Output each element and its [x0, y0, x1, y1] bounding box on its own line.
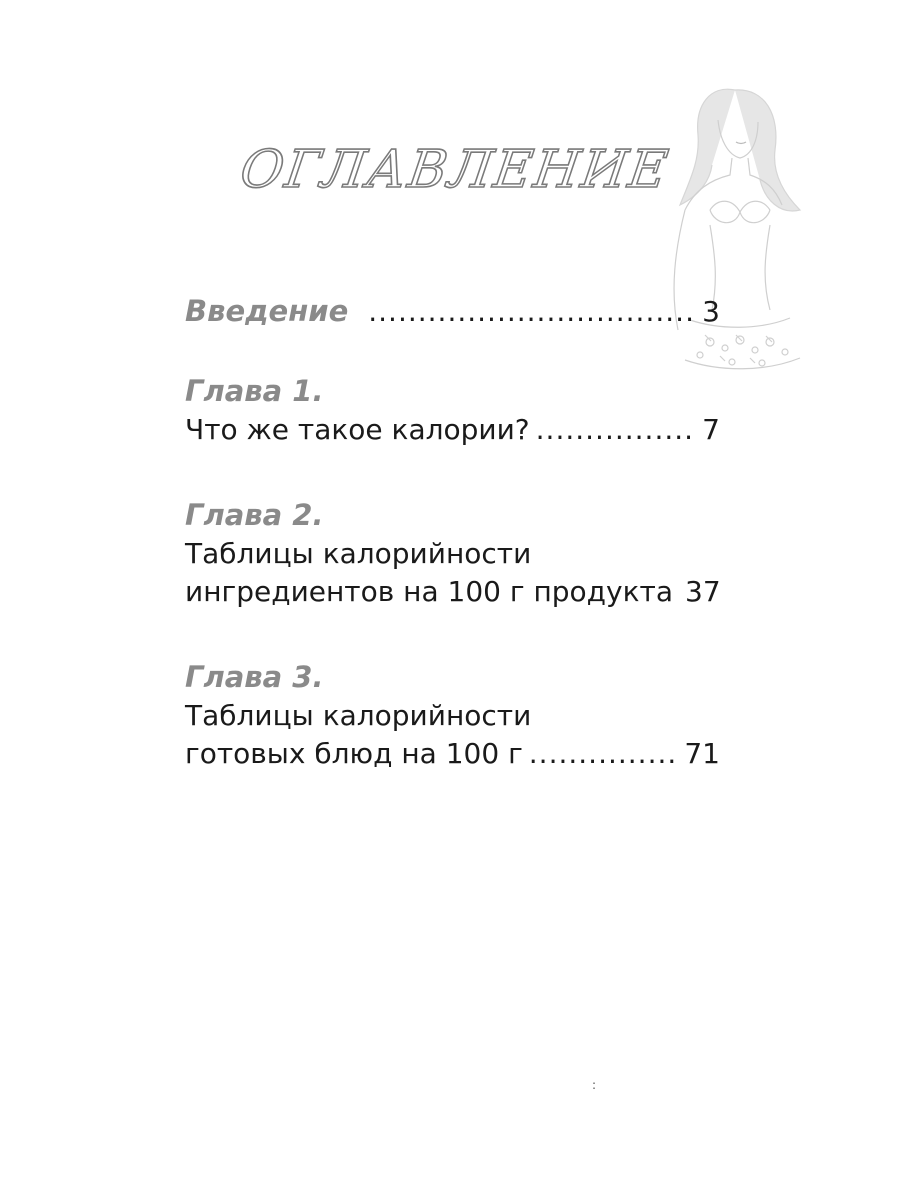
toc-entry-chapter-2[interactable]	[185, 495, 720, 611]
dot-leader	[368, 293, 696, 331]
chapter-1-title: Что же такое калории?	[185, 413, 530, 446]
chapter-2-heading: Глава 2.	[185, 498, 324, 532]
chapter-2-title-line-2: ингредиентов на 100 г продукта	[185, 575, 673, 608]
page-title: ОГЛАВЛЕНИЕ	[236, 140, 674, 200]
toc-intro-page: 3	[702, 295, 720, 328]
table-of-contents	[185, 292, 720, 773]
dot-leader	[536, 411, 697, 449]
toc-entry-chapter-3[interactable]	[185, 657, 720, 773]
chapter-2-page: 37	[685, 575, 721, 608]
chapter-2-title-line-1: Таблицы калорийности	[185, 537, 532, 570]
chapter-3-title-line-1: Таблицы калорийности	[185, 699, 532, 732]
chapter-3-page: 71	[684, 737, 720, 770]
chapter-1-heading: Глава 1.	[185, 374, 324, 408]
chapter-1-page: 7	[702, 413, 720, 446]
dot-leader	[529, 735, 679, 773]
toc-entry-chapter-1[interactable]	[185, 371, 720, 449]
chapter-3-heading: Глава 3.	[185, 660, 324, 694]
footer-mark: :	[592, 1078, 597, 1092]
toc-intro-label: Введение	[185, 294, 349, 328]
chapter-3-title-line-2: готовых блюд на 100 г	[185, 737, 523, 770]
toc-entry-intro[interactable]	[185, 292, 720, 331]
